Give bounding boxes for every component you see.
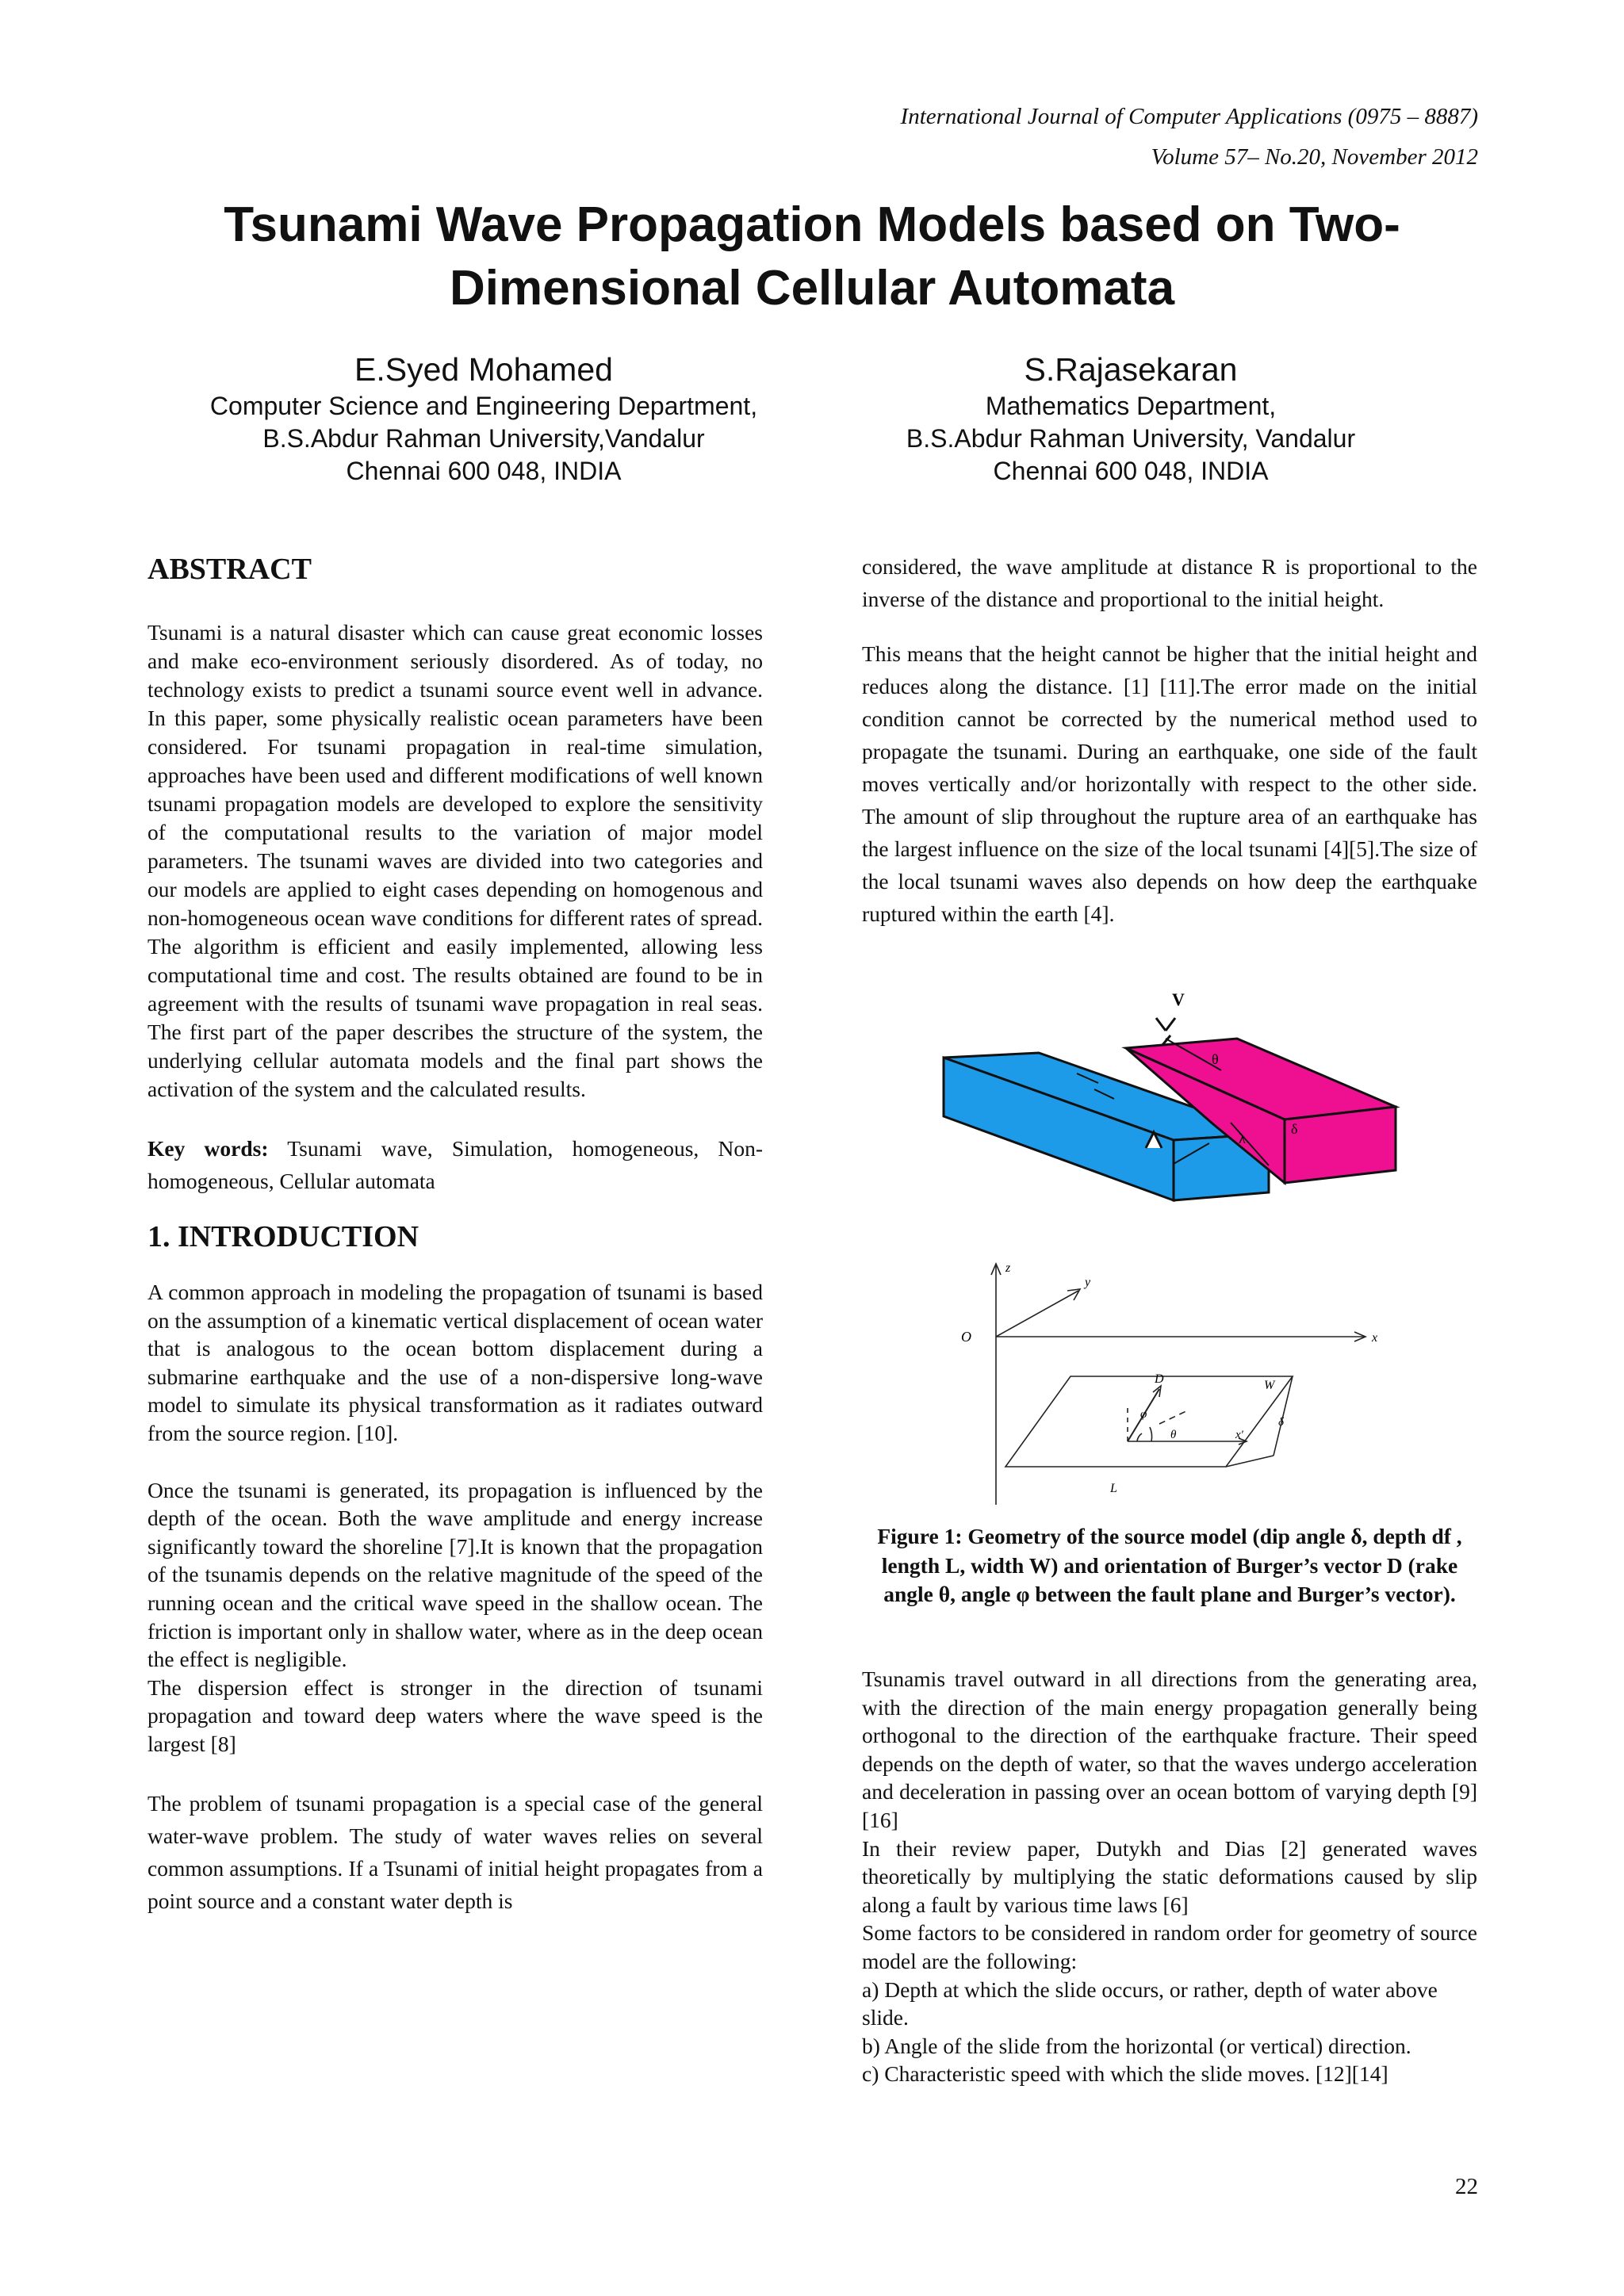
keywords-text: Tsunami wave, Simulation, homogeneous, Non-homogeneous, Cellular automata bbox=[147, 1136, 763, 1193]
author-univ: B.S.Abdur Rahman University,Vandalur bbox=[262, 424, 705, 453]
origin-label: O bbox=[961, 1329, 971, 1345]
abstract-heading: ABSTRACT bbox=[147, 553, 312, 586]
label-theta: θ bbox=[1212, 1051, 1219, 1067]
right-column-bottom bbox=[862, 1665, 1477, 2088]
author-dept: Computer Science and Engineering Department, bbox=[209, 392, 758, 420]
label-l: L bbox=[1110, 1482, 1117, 1495]
page-number: 22 bbox=[1455, 2174, 1478, 2199]
label-v: V bbox=[1172, 989, 1185, 1009]
journal-volume: Volume 57– No.20, November 2012 bbox=[1151, 144, 1478, 170]
introduction-heading: 1. INTRODUCTION bbox=[147, 1220, 419, 1253]
intro-paragraph-3: The dispersion effect is stronger in the direction of tsunami propagation and toward deep waters where the wave speed is the largest [8] bbox=[147, 1674, 763, 1756]
axis-label-z: z bbox=[1005, 1261, 1011, 1275]
author-block-1 bbox=[143, 349, 825, 488]
right-bottom-paragraph-1: Tsunamis travel outward in all directions from the generating area, with the direction of the main energy propagation generally being orthogonal to the direction of the earthquake fracture. Their speed depends on the depth of water, so that the waves undergo acceleration and deceleration in passing over an ocean bottom of varying depth [9][16] bbox=[862, 1667, 1477, 1832]
author-name: S.Rajasekaran bbox=[1024, 351, 1238, 388]
author-city: Chennai 600 048, INDIA bbox=[346, 457, 622, 485]
label-theta: θ bbox=[1170, 1429, 1177, 1441]
label-lambda: λ bbox=[1239, 1131, 1246, 1146]
right-paragraph-1: considered, the wave amplitude at distance R is proportional to the inverse of the distance and proportional to the initial height. bbox=[862, 554, 1477, 611]
source-geometry-diagram bbox=[952, 1259, 1396, 1513]
abstract-text: Tsunami is a natural disaster which can cause great economic losses and make eco-environment seriously disordered. As of today, no technology exists to predict a tsunami source event well in advance. In this paper, some physically realistic ocean parameters have been considered. For tsunami propagation in real-time simulation, approaches have been used and different modifications of well known tsunami propagation models are developed to explore the sensitivity of the computational results to the variation of major model parameters. The tsunami waves are divided into two categories and our models are applied to eight cases depending on homogenous and non-homogeneous ocean wave conditions for different rates of spread. The algorithm is efficient and easily implemented, allowing less computational time and cost. The results obtained are found to be in agreement with the results of tsunami wave propagation in real seas. The first part of the paper describes the structure of the system, the underlying cellular automata models and the final part shows the activation of the system and the calculated results. bbox=[147, 620, 763, 1101]
intro-paragraph-2: Once the tsunami is generated, its propagation is influenced by the depth of the ocean. Both the wave amplitude and energy increase significantly toward the shoreline [7].It is known that the propagation of the tsunamis depends on the relative magnitude of the speed of the running ocean and the critical wave speed in the shallow ocean. The friction is important only in shallow water, where as in the deep ocean the effect is negligible. bbox=[147, 1477, 763, 1672]
intro-paragraph-1: A common approach in modeling the propagation of tsunami is based on the assumption of a kinematic vertical displacement of ocean water that is analogous to the ocean bottom displacement during a submarine earthquake and the use of a non-dispersive long-wave model to simulate its physical transformation as it radiates outward from the source region. [10]. bbox=[147, 1280, 763, 1445]
author-dept: Mathematics Department, bbox=[985, 392, 1277, 420]
keywords-label: Key words: bbox=[147, 1136, 269, 1161]
journal-name: International Journal of Computer Applications (0975 – 8887) bbox=[900, 104, 1478, 129]
right-column-top bbox=[862, 550, 1477, 930]
label-d: D bbox=[1155, 1372, 1164, 1386]
axis-label-x: x bbox=[1372, 1331, 1378, 1345]
author-block-2 bbox=[790, 349, 1472, 488]
title-line-2: Dimensional Cellular Automata bbox=[449, 261, 1175, 316]
label-delta: δ bbox=[1278, 1416, 1284, 1429]
list-item-c: c) Characteristic speed with which the slide moves. [12][14] bbox=[862, 2061, 1388, 2087]
list-item-b: b) Angle of the slide from the horizontal (or vertical) direction. bbox=[862, 2033, 1411, 2058]
keywords bbox=[147, 1132, 763, 1197]
axes bbox=[991, 1264, 1365, 1505]
right-bottom-paragraph-3: Some factors to be considered in random order for geometry of source model are the following: bbox=[862, 1920, 1477, 1973]
label-phi: φ bbox=[1140, 1408, 1147, 1421]
figure-caption: Figure 1: Geometry of the source model (dip angle δ, depth df , length L, width W) and orientation of Burger’s vector D (rake angle θ, angle φ between the fault plane and Burger’s vector). bbox=[877, 1524, 1462, 1606]
label-xprime: x′ bbox=[1235, 1429, 1243, 1441]
author-name: E.Syed Mohamed bbox=[354, 351, 613, 388]
fault-plane bbox=[1005, 1376, 1293, 1467]
author-univ: B.S.Abdur Rahman University, Vandalur bbox=[906, 424, 1356, 453]
right-paragraph-2: This means that the height cannot be higher that the initial height and reduces along the distance. [1] [11].The error made on the initial condition cannot be corrected by the numerical method used to propagate the tsunami. During an earthquake, one side of the fault moves vertically and/or horizontally with respect to the other side. The amount of slip throughout the rupture area of an earthquake has the largest influence on the size of the local tsunami [4][5].The size of the local tsunami waves also depends on how deep the earthquake ruptured within the earth [4]. bbox=[862, 641, 1477, 926]
label-w: W bbox=[1264, 1379, 1275, 1392]
intro-paragraph-4: The problem of tsunami propagation is a special case of the general water-wave problem. The study of water waves relies on several common assumptions. If a Tsunami of initial height propagates from a point source and a constant water depth is bbox=[147, 1790, 763, 1913]
fault-block-diagram bbox=[936, 988, 1404, 1210]
paper-title bbox=[143, 193, 1481, 320]
list-item-a: a) Depth at which the slide occurs, or rather, depth of water above slide. bbox=[862, 1976, 1438, 2030]
author-city: Chennai 600 048, INDIA bbox=[993, 457, 1269, 485]
left-column bbox=[147, 550, 763, 1917]
title-line-1: Tsunami Wave Propagation Models based on Two- bbox=[224, 197, 1400, 252]
journal-header bbox=[901, 97, 1478, 178]
right-bottom-paragraph-2: In their review paper, Dutykh and Dias [2] generated waves theoretically by multiplying the static deformations caused by slip along a fault by various time laws [6] bbox=[862, 1835, 1477, 1917]
label-delta: δ bbox=[1291, 1121, 1298, 1137]
axis-label-y: y bbox=[1085, 1276, 1091, 1289]
